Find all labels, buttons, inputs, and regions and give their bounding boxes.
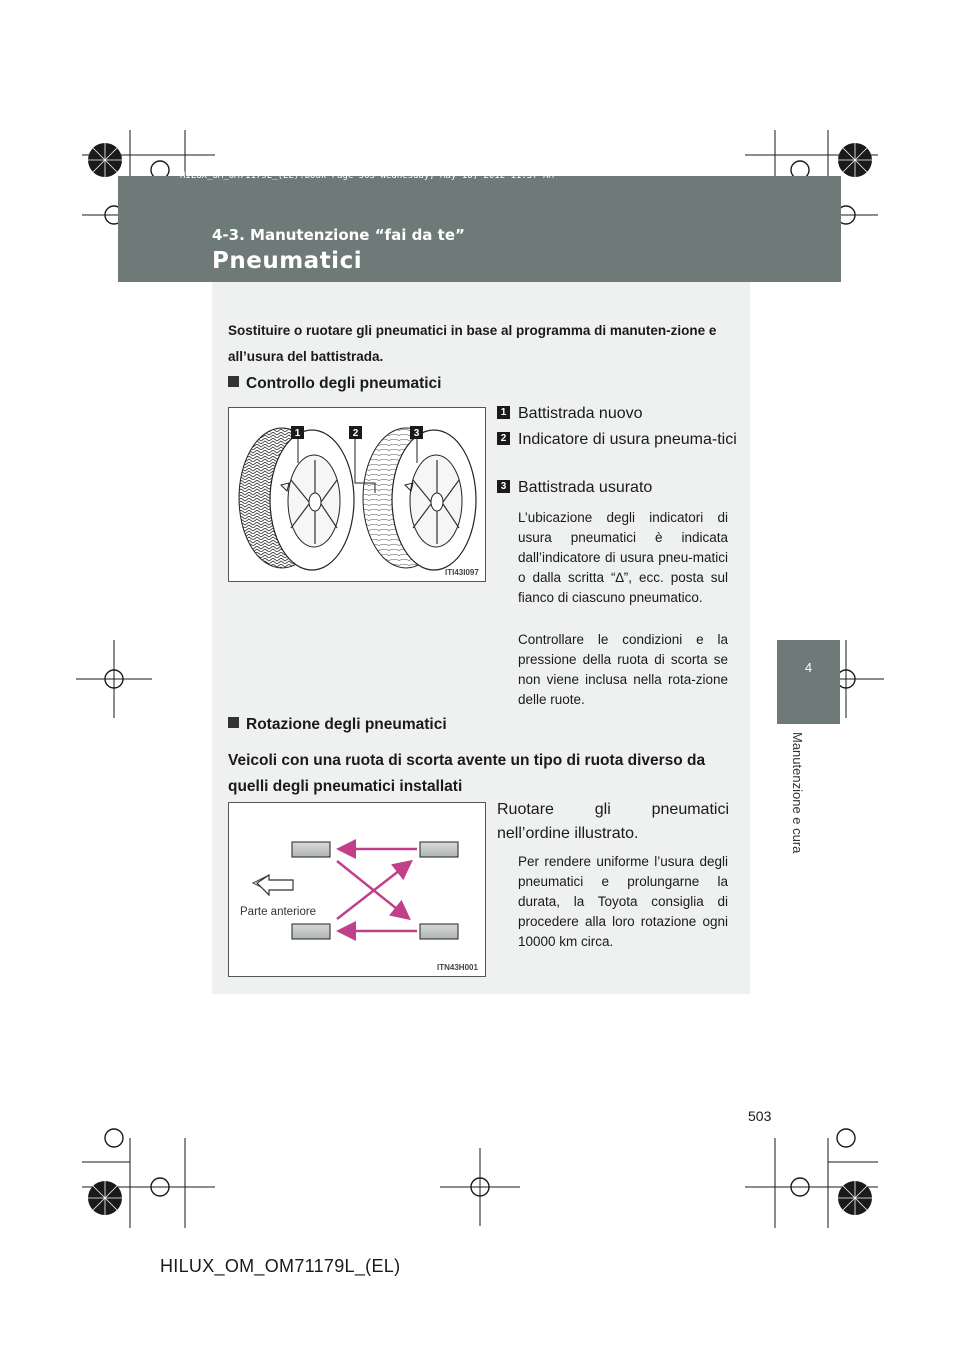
rotation-heading: Rotazione degli pneumatici [228, 716, 447, 734]
rotation-subheading: Veicoli con una ruota di scorta avente un tipo di ruota diverso da quelli degli pneumatici installati [228, 752, 706, 795]
svg-text:3: 3 [413, 428, 420, 439]
wear-indicator-note: L’ubicazione degli indicatori di usura pneumatici è indicata dall’indicatore di usura pneu-matici o dalla scritta “∆”, ecc. posta sul fianco di ciascuno pneumatico. [518, 510, 728, 605]
check-heading: Controllo degli pneumatici [228, 375, 441, 393]
tire-wear-figure [228, 407, 486, 582]
chapter-tab [777, 640, 840, 724]
rotation-instruction: Ruotare gli pneumatici nell’ordine illustrato. [497, 801, 729, 842]
chapter-label: Manutenzione e cura [790, 732, 805, 854]
svg-text:1: 1 [294, 428, 301, 439]
intro-text: Sostituire o ruotare gli pneumatici in base al programma di manuten-zione e all’usura del battistrada. [228, 323, 717, 364]
page-title: Pneumatici [212, 248, 363, 274]
legend-item: 1 Battistrada nuovo [497, 402, 737, 426]
tire-illustration [229, 408, 485, 581]
rotation-figure [228, 802, 486, 977]
print-info: HILUX_OM_OM71179L_(EL).book Page 503 Wednesday, May 16, 2012 11:37 AM [180, 171, 554, 181]
legend-item: 2 Indicatore di usura pneuma-tici [497, 428, 737, 452]
front-label: Parte anteriore [240, 906, 317, 918]
square-bullet-icon [228, 376, 239, 387]
footer-code: HILUX_OM_OM71179L_(EL) [160, 1256, 401, 1276]
number-1-icon: 1 [497, 406, 510, 419]
svg-text:2: 2 [352, 428, 359, 439]
rotation-diagram [229, 803, 485, 976]
spare-tire-note: Controllare le condizioni e la pressione della ruota di scorta se non viene inclusa nella rota-zione delle ruote. [518, 632, 728, 707]
page-number: 503 [748, 1108, 772, 1124]
legend-item: 3 Battistrada usurato [497, 476, 737, 500]
figure-code: ITI43I097 [445, 568, 479, 577]
number-2-icon: 2 [497, 432, 510, 445]
square-bullet-icon [228, 717, 239, 728]
number-3-icon: 3 [497, 480, 510, 493]
figure-code: ITN43H001 [437, 963, 478, 972]
section-title: 4-3. Manutenzione “fai da te” [212, 226, 465, 244]
chapter-number: 4 [804, 660, 813, 675]
rotation-note: Per rendere uniforme l’usura degli pneumatici e prolungarne la durata, la Toyota consiglia di procedere alla loro rotazione ogni 10000 km circa. [518, 854, 728, 949]
